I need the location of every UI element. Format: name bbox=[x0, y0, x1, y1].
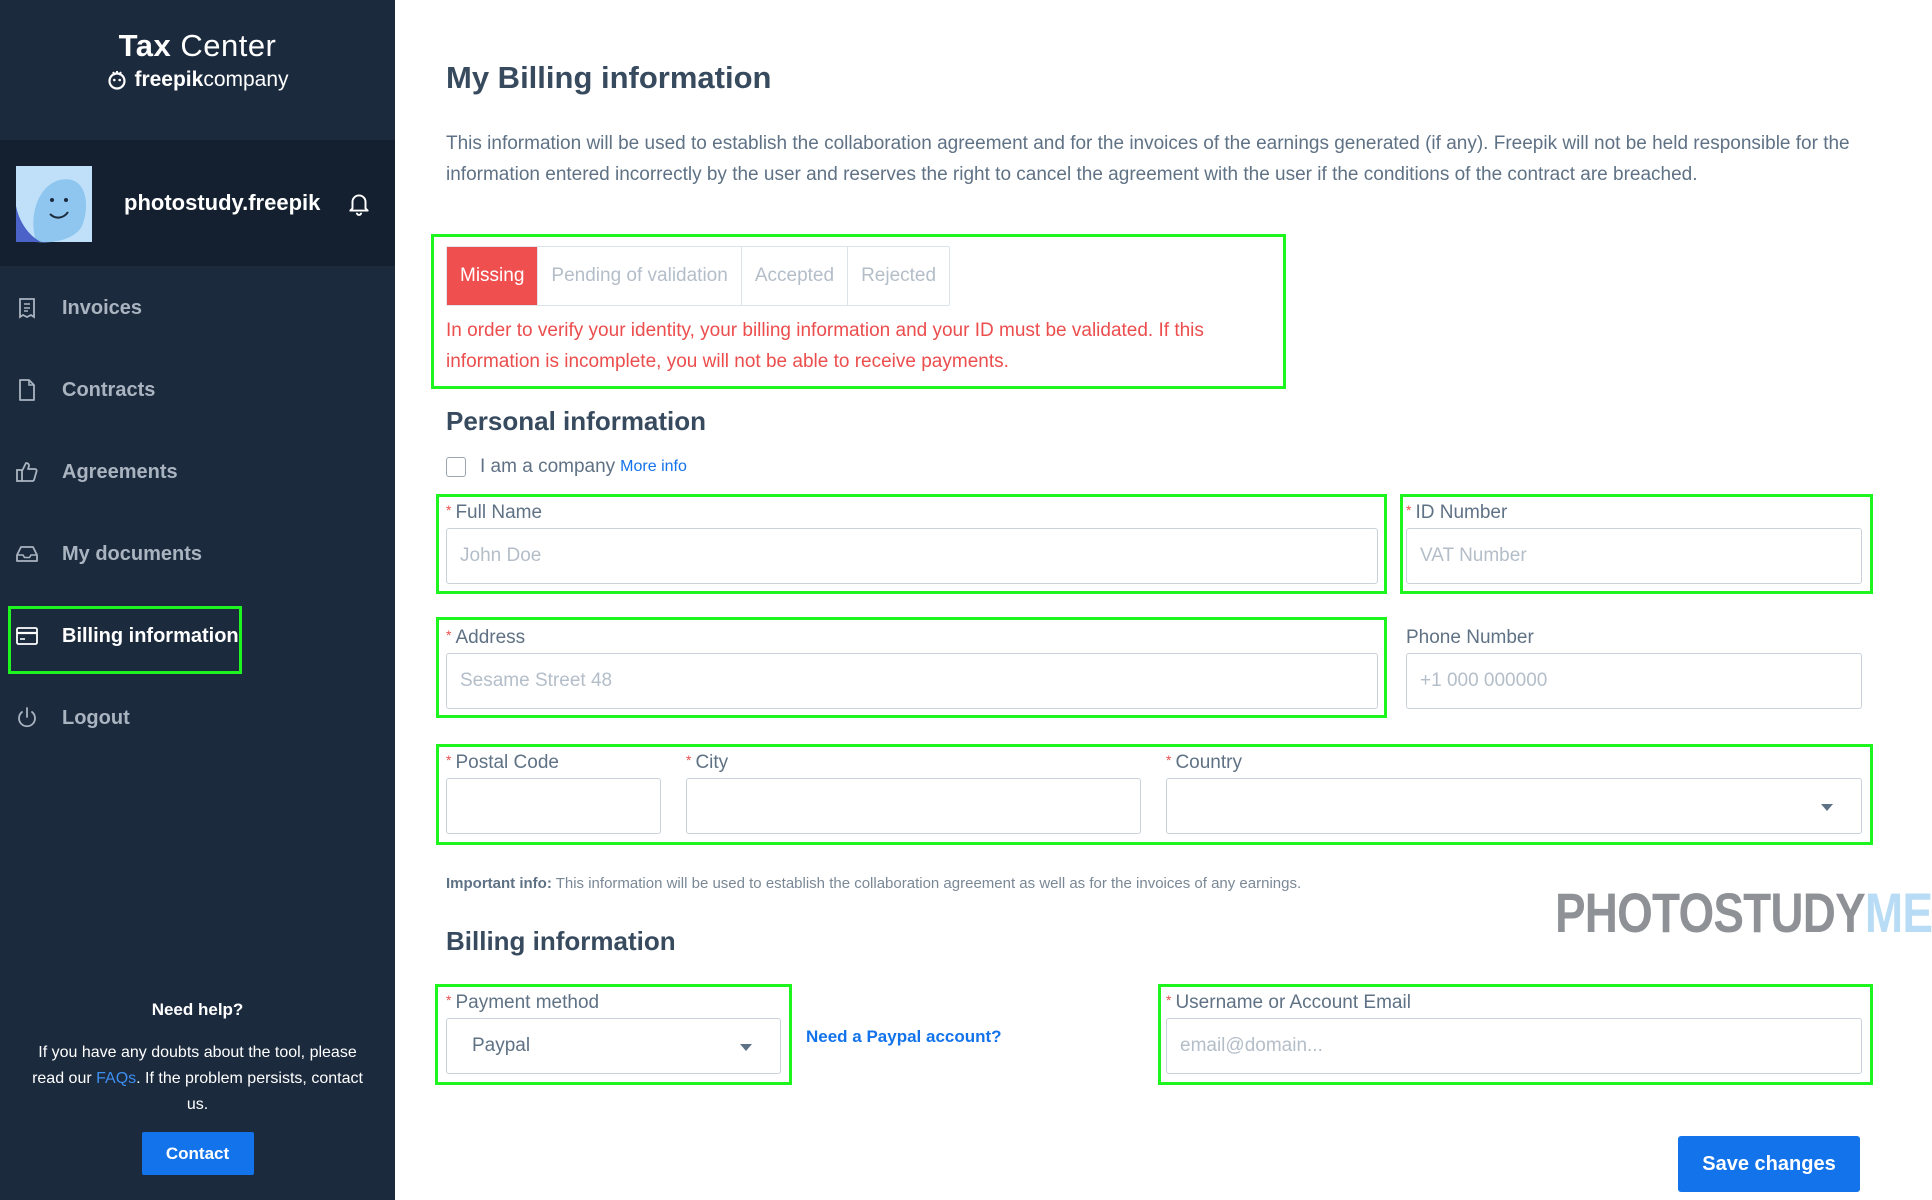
company-checkbox-label: I am a company bbox=[480, 456, 616, 477]
document-icon bbox=[16, 379, 38, 401]
main-content bbox=[395, 0, 1932, 1200]
brand-header bbox=[0, 0, 395, 140]
sidebar-item-billing-information[interactable] bbox=[0, 606, 395, 666]
account-email-input[interactable] bbox=[1166, 1018, 1862, 1074]
page-title: My Billing information bbox=[446, 60, 772, 95]
status-message: In order to verify your identity, your billing information and your ID must be validated. If this information is incomplete, you will not be able to receive payments. bbox=[446, 320, 1204, 372]
sidebar-item-label: Contracts bbox=[62, 378, 156, 401]
watermark: PHOTOSTUDYME bbox=[1555, 881, 1932, 944]
inbox-icon bbox=[16, 543, 38, 565]
status-tab-accepted[interactable]: Accepted bbox=[742, 247, 848, 305]
sidebar-item-invoices[interactable] bbox=[0, 278, 395, 338]
status-tab-rejected[interactable]: Rejected bbox=[861, 265, 937, 286]
status-tab-pending[interactable]: Pending of validation bbox=[538, 247, 741, 305]
payment-method-label: * Payment method bbox=[446, 992, 600, 1013]
chevron-down-icon bbox=[1821, 804, 1833, 811]
sidebar bbox=[0, 0, 395, 1200]
save-button[interactable]: Save changes bbox=[1678, 1136, 1860, 1192]
postal-code-label: * Postal Code bbox=[446, 752, 559, 773]
city-label: * City bbox=[686, 752, 729, 773]
help-title: Need help? bbox=[151, 1000, 244, 1019]
help-panel bbox=[0, 1000, 395, 1175]
more-info-link[interactable]: More info bbox=[620, 458, 687, 475]
country-select[interactable] bbox=[1166, 778, 1862, 834]
bell-icon[interactable] bbox=[346, 190, 372, 216]
thumbs-up-icon bbox=[16, 461, 38, 483]
payment-method-select[interactable]: Paypal bbox=[446, 1018, 781, 1074]
sidebar-item-label: Agreements bbox=[62, 460, 178, 483]
intro-text: This information will be used to establish the collaboration agreement and for the invoices of the earnings generated (if any). Freepik will not be held responsible for the information entered incorrectly by the user and reserves the right to cancel the agreement with the user if the conditions of the contract are breached. bbox=[446, 133, 1850, 185]
account-email-label: * Username or Account Email bbox=[1166, 992, 1411, 1013]
sidebar-item-my-documents[interactable] bbox=[0, 524, 395, 584]
help-text: If you have any doubts about the tool, please read our FAQs. If the problem persists, contact us. bbox=[32, 1044, 363, 1113]
chevron-down-icon bbox=[740, 1044, 752, 1051]
postal-code-input[interactable] bbox=[446, 778, 661, 834]
company-checkbox[interactable] bbox=[446, 457, 466, 477]
sidebar-item-label: Invoices bbox=[62, 296, 143, 319]
receipt-icon bbox=[16, 297, 38, 319]
sidebar-item-logout[interactable] bbox=[0, 688, 395, 748]
country-label: * Country bbox=[1166, 752, 1242, 773]
important-info: Important info: This information will be used to establish the collaboration agreement as well as for the invoices of any earnings. bbox=[446, 875, 1302, 892]
address-input[interactable] bbox=[446, 653, 1378, 709]
full-name-label: * Full Name bbox=[446, 502, 543, 523]
phone-number-input[interactable] bbox=[1406, 653, 1862, 709]
app-title: Tax Center bbox=[118, 28, 277, 63]
sidebar-item-label: Logout bbox=[62, 706, 130, 729]
highlight-box bbox=[8, 606, 242, 674]
power-icon bbox=[16, 707, 38, 729]
status-tab-missing[interactable]: Missing bbox=[447, 247, 538, 305]
sidebar-item-contracts[interactable] bbox=[0, 360, 395, 420]
id-number-input[interactable] bbox=[1406, 528, 1862, 584]
company-checkbox-row bbox=[446, 456, 687, 478]
avatar[interactable] bbox=[16, 166, 92, 242]
sidebar-item-agreements[interactable] bbox=[0, 442, 395, 502]
id-number-label: * ID Number bbox=[1406, 502, 1508, 523]
paypal-account-link[interactable]: Need a Paypal account? bbox=[806, 1027, 1002, 1046]
address-label: * Address bbox=[446, 627, 526, 648]
section-title-personal: Personal information bbox=[446, 406, 707, 436]
city-input[interactable] bbox=[686, 778, 1141, 834]
sidebar-item-label: Billing information bbox=[62, 624, 239, 647]
contact-button[interactable]: Contact bbox=[142, 1132, 254, 1175]
faq-link[interactable]: FAQs bbox=[96, 1070, 137, 1087]
sidebar-item-label: My documents bbox=[62, 542, 203, 565]
status-tabs bbox=[446, 246, 950, 306]
user-profile bbox=[0, 140, 395, 266]
full-name-input[interactable] bbox=[446, 528, 1378, 584]
company-logo: freepikcompany bbox=[0, 68, 395, 92]
section-title-billing: Billing information bbox=[446, 926, 676, 956]
username: photostudy.freepik bbox=[124, 190, 321, 215]
avatar-face-icon bbox=[16, 166, 92, 242]
freepik-logo-icon bbox=[106, 69, 128, 91]
phone-number-label: Phone Number bbox=[1406, 627, 1534, 648]
